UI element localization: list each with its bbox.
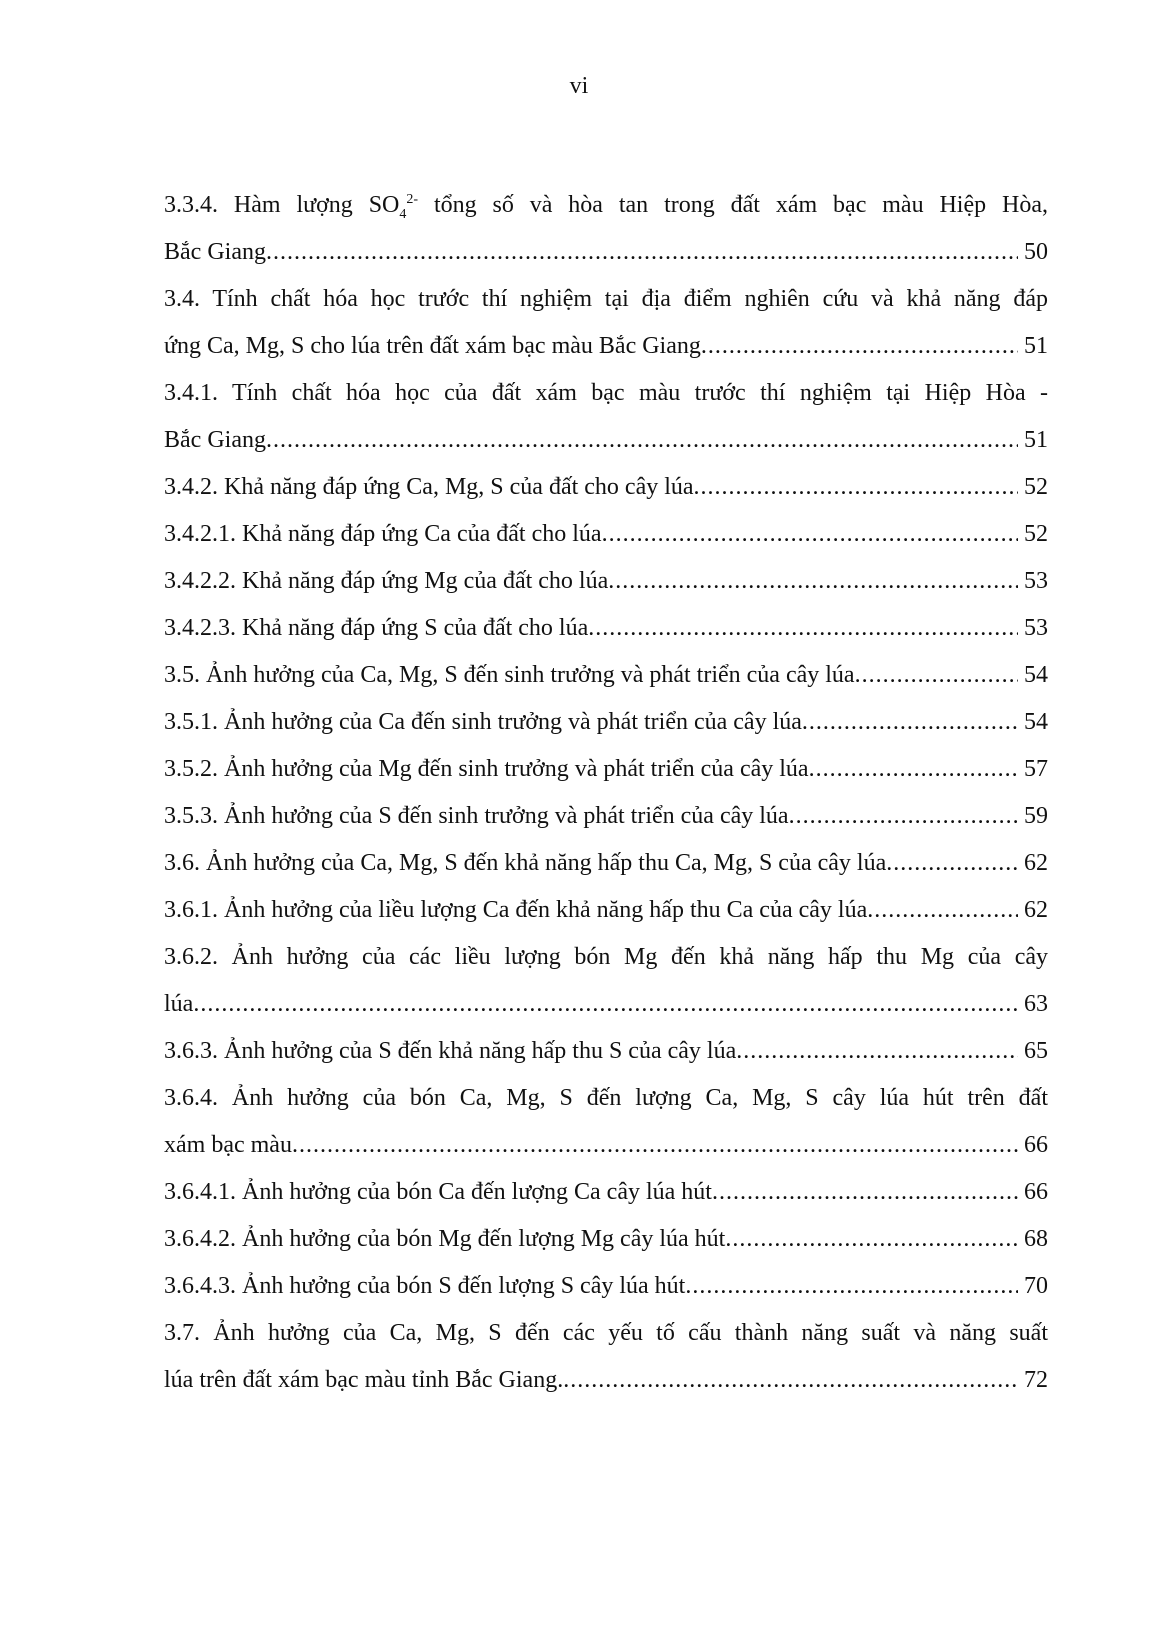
toc-page-number: 70 (1024, 1273, 1048, 1299)
toc-leader-dots (802, 699, 1018, 746)
toc-entry-3-5-3[interactable] (164, 793, 1048, 840)
toc-text: 3.6.4.2. Ảnh hưởng của bón Mg đến lượng Mg cây lúa hút (164, 1226, 726, 1252)
toc-subscript: 4 (399, 206, 407, 222)
toc-leader-dots (701, 323, 1018, 370)
toc-text: ứng Ca, Mg, S cho lúa trên đất xám bạc màu Bắc Giang (164, 333, 701, 359)
toc-page-number: 66 (1024, 1132, 1048, 1158)
toc-page-number: 72 (1024, 1367, 1048, 1393)
toc-leader-dots (694, 464, 1018, 511)
toc-text: 3.6. Ảnh hưởng của Ca, Mg, S đến khả năng hấp thu Ca, Mg, S của cây lúa (164, 850, 887, 876)
toc-entry-3-5-2[interactable] (164, 746, 1048, 793)
toc-text: 3.6.4.1. Ảnh hưởng của bón Ca đến lượng Ca cây lúa hút (164, 1179, 712, 1205)
toc-page-number: 57 (1024, 756, 1048, 782)
toc-leader-dots (602, 511, 1018, 558)
toc-page-number: 54 (1024, 709, 1048, 735)
toc-leader-dots (809, 746, 1018, 793)
toc-page-number: 62 (1024, 897, 1048, 923)
toc-text: lúa (164, 991, 194, 1017)
toc-entry-3-5-1[interactable] (164, 699, 1048, 746)
toc-page-number: 54 (1024, 662, 1048, 688)
toc-entry-3-7-line1[interactable]: 3.7. Ảnh hưởng của Ca, Mg, S đến các yếu tố cấu thành năng suất và năng suất (164, 1320, 1048, 1346)
toc-entry-3-7-line2[interactable] (164, 1357, 1048, 1404)
toc-leader-dots (292, 1122, 1018, 1169)
toc-entry-3-4-1-line1[interactable]: 3.4.1. Tính chất hóa học của đất xám bạc màu trước thí nghiệm tại Hiệp Hòa - (164, 380, 1048, 406)
toc-entry-3-6-4-line2[interactable] (164, 1122, 1048, 1169)
toc-leader-dots (855, 652, 1018, 699)
table-of-contents (164, 182, 1048, 1404)
toc-entry-3-6-3[interactable] (164, 1028, 1048, 1075)
toc-page-number: 66 (1024, 1179, 1048, 1205)
toc-text: lúa trên đất xám bạc màu tỉnh Bắc Giang. (164, 1367, 564, 1393)
toc-leader-dots (588, 605, 1018, 652)
toc-leader-dots (725, 1216, 1018, 1263)
toc-superscript: 2- (406, 192, 419, 207)
toc-page-number: 62 (1024, 850, 1048, 876)
toc-text: 3.5.1. Ảnh hưởng của Ca đến sinh trưởng và phát triển của cây lúa (164, 709, 802, 735)
toc-page-number: 51 (1024, 427, 1048, 453)
toc-leader-dots (608, 558, 1018, 605)
toc-text: 3.5.2. Ảnh hưởng của Mg đến sinh trưởng và phát triển của cây lúa (164, 756, 809, 782)
toc-leader-dots (266, 417, 1018, 464)
toc-leader-dots (736, 1028, 1018, 1075)
toc-entry-3-3-4-line2[interactable] (164, 229, 1048, 276)
toc-page-number: 53 (1024, 615, 1048, 641)
toc-leader-dots (266, 229, 1018, 276)
toc-leader-dots (563, 1357, 1018, 1404)
toc-page-number: 50 (1024, 239, 1048, 265)
toc-text: Bắc Giang (164, 239, 266, 265)
toc-entry-3-6-2-line1[interactable]: 3.6.2. Ảnh hưởng của các liều lượng bón Mg đến khả năng hấp thu Mg của cây (164, 944, 1048, 970)
toc-entry-3-6-4-2[interactable] (164, 1216, 1048, 1263)
toc-text: 3.4.2.1. Khả năng đáp ứng Ca của đất cho lúa (164, 521, 602, 547)
toc-entry-3-4-line1[interactable]: 3.4. Tính chất hóa học trước thí nghiệm tại địa điểm nghiên cứu và khả năng đáp (164, 286, 1048, 312)
toc-page-number: 53 (1024, 568, 1048, 594)
toc-leader-dots (193, 981, 1018, 1028)
toc-entry-3-4-line2[interactable] (164, 323, 1048, 370)
toc-leader-dots (685, 1263, 1018, 1310)
toc-entry-3-4-1-line2[interactable] (164, 417, 1048, 464)
toc-entry-3-3-4-line1[interactable] (164, 182, 1048, 229)
toc-text: Bắc Giang (164, 427, 266, 453)
toc-leader-dots (789, 793, 1018, 840)
toc-page-number: 59 (1024, 803, 1048, 829)
toc-text: 3.6.1. Ảnh hưởng của liều lượng Ca đến khả năng hấp thu Ca của cây lúa (164, 897, 868, 923)
toc-text: 3.5.3. Ảnh hưởng của S đến sinh trưởng và phát triển của cây lúa (164, 803, 789, 829)
page-number: vi (569, 73, 589, 99)
toc-entry-3-6-2-line2[interactable] (164, 981, 1048, 1028)
toc-text: 3.6.3. Ảnh hưởng của S đến khả năng hấp thu S của cây lúa (164, 1038, 737, 1064)
toc-text: 3.5. Ảnh hưởng của Ca, Mg, S đến sinh trưởng và phát triển của cây lúa (164, 662, 855, 688)
toc-page-number: 52 (1024, 474, 1048, 500)
toc-text: tổng số và hòa tan trong đất xám bạc màu Hiệp Hòa, (418, 192, 1048, 218)
toc-leader-dots (712, 1169, 1018, 1216)
toc-entry-3-4-2-2[interactable] (164, 558, 1048, 605)
toc-leader-dots (867, 887, 1018, 934)
toc-entry-3-5[interactable] (164, 652, 1048, 699)
toc-page-number: 68 (1024, 1226, 1048, 1252)
toc-text: xám bạc màu (164, 1132, 292, 1158)
toc-page-number: 52 (1024, 521, 1048, 547)
toc-leader-dots (886, 840, 1018, 887)
toc-entry-3-6-4-line1[interactable]: 3.6.4. Ảnh hưởng của bón Ca, Mg, S đến lượng Ca, Mg, S cây lúa hút trên đất (164, 1085, 1048, 1111)
toc-entry-3-6[interactable] (164, 840, 1048, 887)
toc-text: 3.4.2. Khả năng đáp ứng Ca, Mg, S của đất cho cây lúa (164, 474, 694, 500)
toc-entry-3-4-2[interactable] (164, 464, 1048, 511)
toc-entry-3-4-2-1[interactable] (164, 511, 1048, 558)
toc-text: 3.3.4. Hàm lượng SO (164, 192, 400, 218)
toc-text: 3.4.2.3. Khả năng đáp ứng S của đất cho lúa (164, 615, 589, 641)
toc-entry-3-6-4-3[interactable] (164, 1263, 1048, 1310)
toc-page-number: 63 (1024, 991, 1048, 1017)
toc-text: 3.4.2.2. Khả năng đáp ứng Mg của đất cho lúa (164, 568, 609, 594)
toc-page-number: 51 (1024, 333, 1048, 359)
toc-entry-3-4-2-3[interactable] (164, 605, 1048, 652)
toc-entry-3-6-1[interactable] (164, 887, 1048, 934)
toc-page-number: 65 (1024, 1038, 1048, 1064)
toc-text: 3.6.4.3. Ảnh hưởng của bón S đến lượng S cây lúa hút (164, 1273, 686, 1299)
toc-entry-3-6-4-1[interactable] (164, 1169, 1048, 1216)
